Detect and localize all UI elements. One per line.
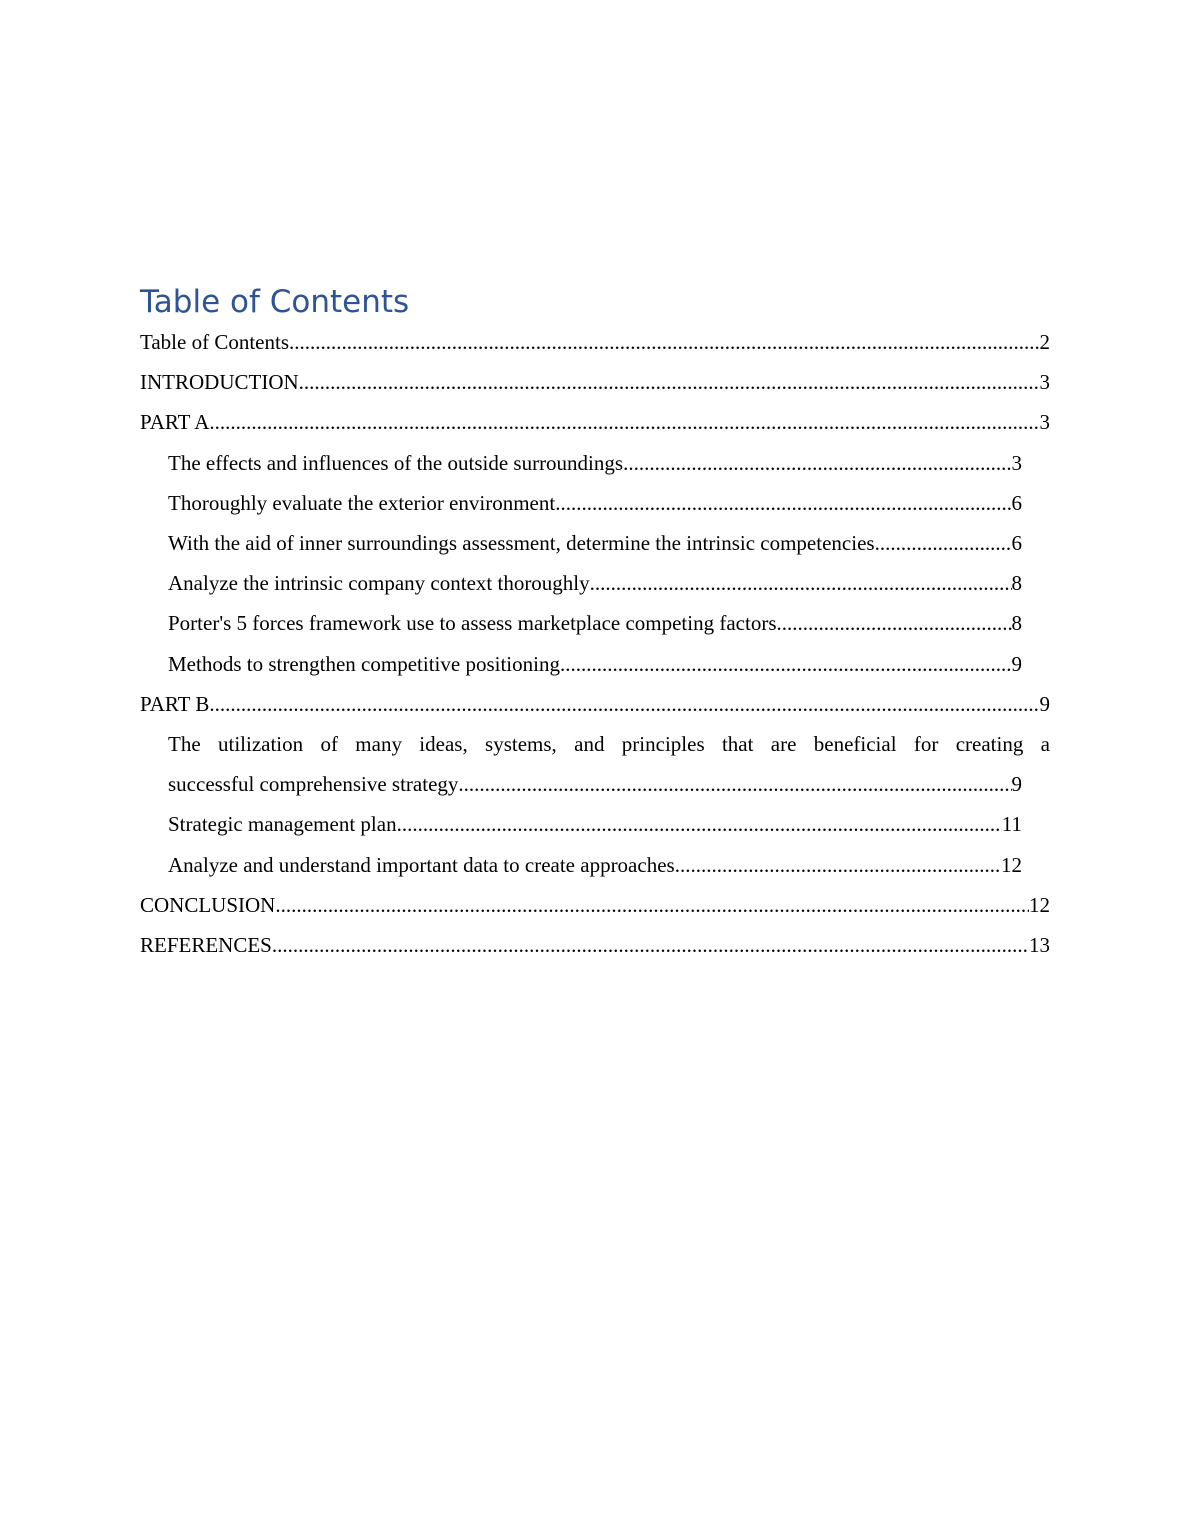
toc-entry[interactable] [140, 885, 1050, 925]
toc-entry[interactable] [140, 804, 1022, 844]
toc-entry[interactable] [140, 322, 1050, 362]
toc-entry-page: 12 [1001, 852, 1022, 877]
toc-entry[interactable] [140, 402, 1050, 442]
toc-entry[interactable] [140, 443, 1022, 483]
toc-entry-title: INTRODUCTION [140, 370, 299, 395]
toc-leader [458, 764, 1011, 804]
toc-leader [209, 402, 1039, 442]
toc-entry-title: Methods to strengthen competitive positioning [168, 651, 560, 676]
toc-entry-page: 9 [1011, 651, 1022, 676]
toc-entry-title-line2: successful comprehensive strategy [168, 772, 459, 797]
toc-entry-page: 9 [1011, 772, 1022, 797]
toc-leader [590, 563, 1012, 603]
toc-entry-title: The effects and influences of the outside surroundings [168, 450, 624, 475]
toc-entry-title: With the aid of inner surroundings assessment, determine the intrinsic competencies [168, 531, 875, 556]
toc-entry[interactable] [140, 483, 1022, 523]
toc-entry-page: 8 [1011, 571, 1022, 596]
toc-entry-page: 11 [1001, 812, 1022, 837]
toc-entry-title: Thoroughly evaluate the exterior environment [168, 490, 556, 515]
toc-entry[interactable] [140, 603, 1022, 643]
toc-entry-title: PART B [140, 691, 210, 716]
toc-leader [675, 845, 1001, 885]
toc-entry-title: CONCLUSION [140, 892, 276, 917]
toc-entry-page: 13 [1029, 933, 1050, 958]
toc-leader [875, 523, 1012, 563]
toc-entry-page: 8 [1011, 611, 1022, 636]
toc-entry-page: 3 [1039, 410, 1050, 435]
toc-leader [397, 804, 1002, 844]
toc-entry[interactable] [140, 644, 1022, 684]
toc-leader [299, 362, 1040, 402]
toc-entry-title: REFERENCES [140, 933, 272, 958]
table-of-contents [140, 282, 1050, 965]
toc-entry-page: 3 [1039, 370, 1050, 395]
toc-entry-page: 2 [1039, 330, 1050, 354]
toc-leader [555, 483, 1011, 523]
toc-entry-title: Porter's 5 forces framework use to assess marketplace competing factors [168, 611, 777, 636]
toc-entry-title-line1: The utilization of many ideas, systems, and principles that are beneficial for creating a [168, 732, 1050, 757]
toc-entry[interactable] [140, 724, 1050, 804]
toc-heading: Table of Contents [140, 284, 410, 320]
toc-entry[interactable] [140, 362, 1050, 402]
toc-entry[interactable] [140, 563, 1022, 603]
toc-entry[interactable] [140, 684, 1050, 724]
toc-entry-page: 9 [1039, 691, 1050, 716]
toc-leader [209, 684, 1039, 724]
toc-entry[interactable] [140, 845, 1022, 885]
toc-entry-line2 [168, 764, 1022, 804]
toc-leader [275, 885, 1029, 925]
toc-entry-page: 12 [1029, 892, 1050, 917]
toc-entry-title: Analyze the intrinsic company context thoroughly [168, 571, 590, 596]
toc-entry[interactable] [140, 925, 1050, 965]
toc-leader [623, 443, 1011, 483]
toc-leader [272, 925, 1029, 965]
toc-entries [140, 322, 1050, 965]
toc-entry-page: 3 [1011, 450, 1022, 475]
toc-entry[interactable] [140, 523, 1022, 563]
toc-entry-title: Analyze and understand important data to create approaches [168, 852, 675, 877]
toc-leader [777, 603, 1012, 643]
toc-entry-title: Table of Contents [140, 330, 289, 354]
toc-entry-page: 6 [1011, 490, 1022, 515]
toc-leader [560, 644, 1012, 684]
toc-leader [289, 322, 1040, 362]
toc-entry-page: 6 [1011, 531, 1022, 556]
toc-entry-title: Strategic management plan [168, 812, 397, 837]
toc-entry-title: PART A [140, 410, 210, 435]
